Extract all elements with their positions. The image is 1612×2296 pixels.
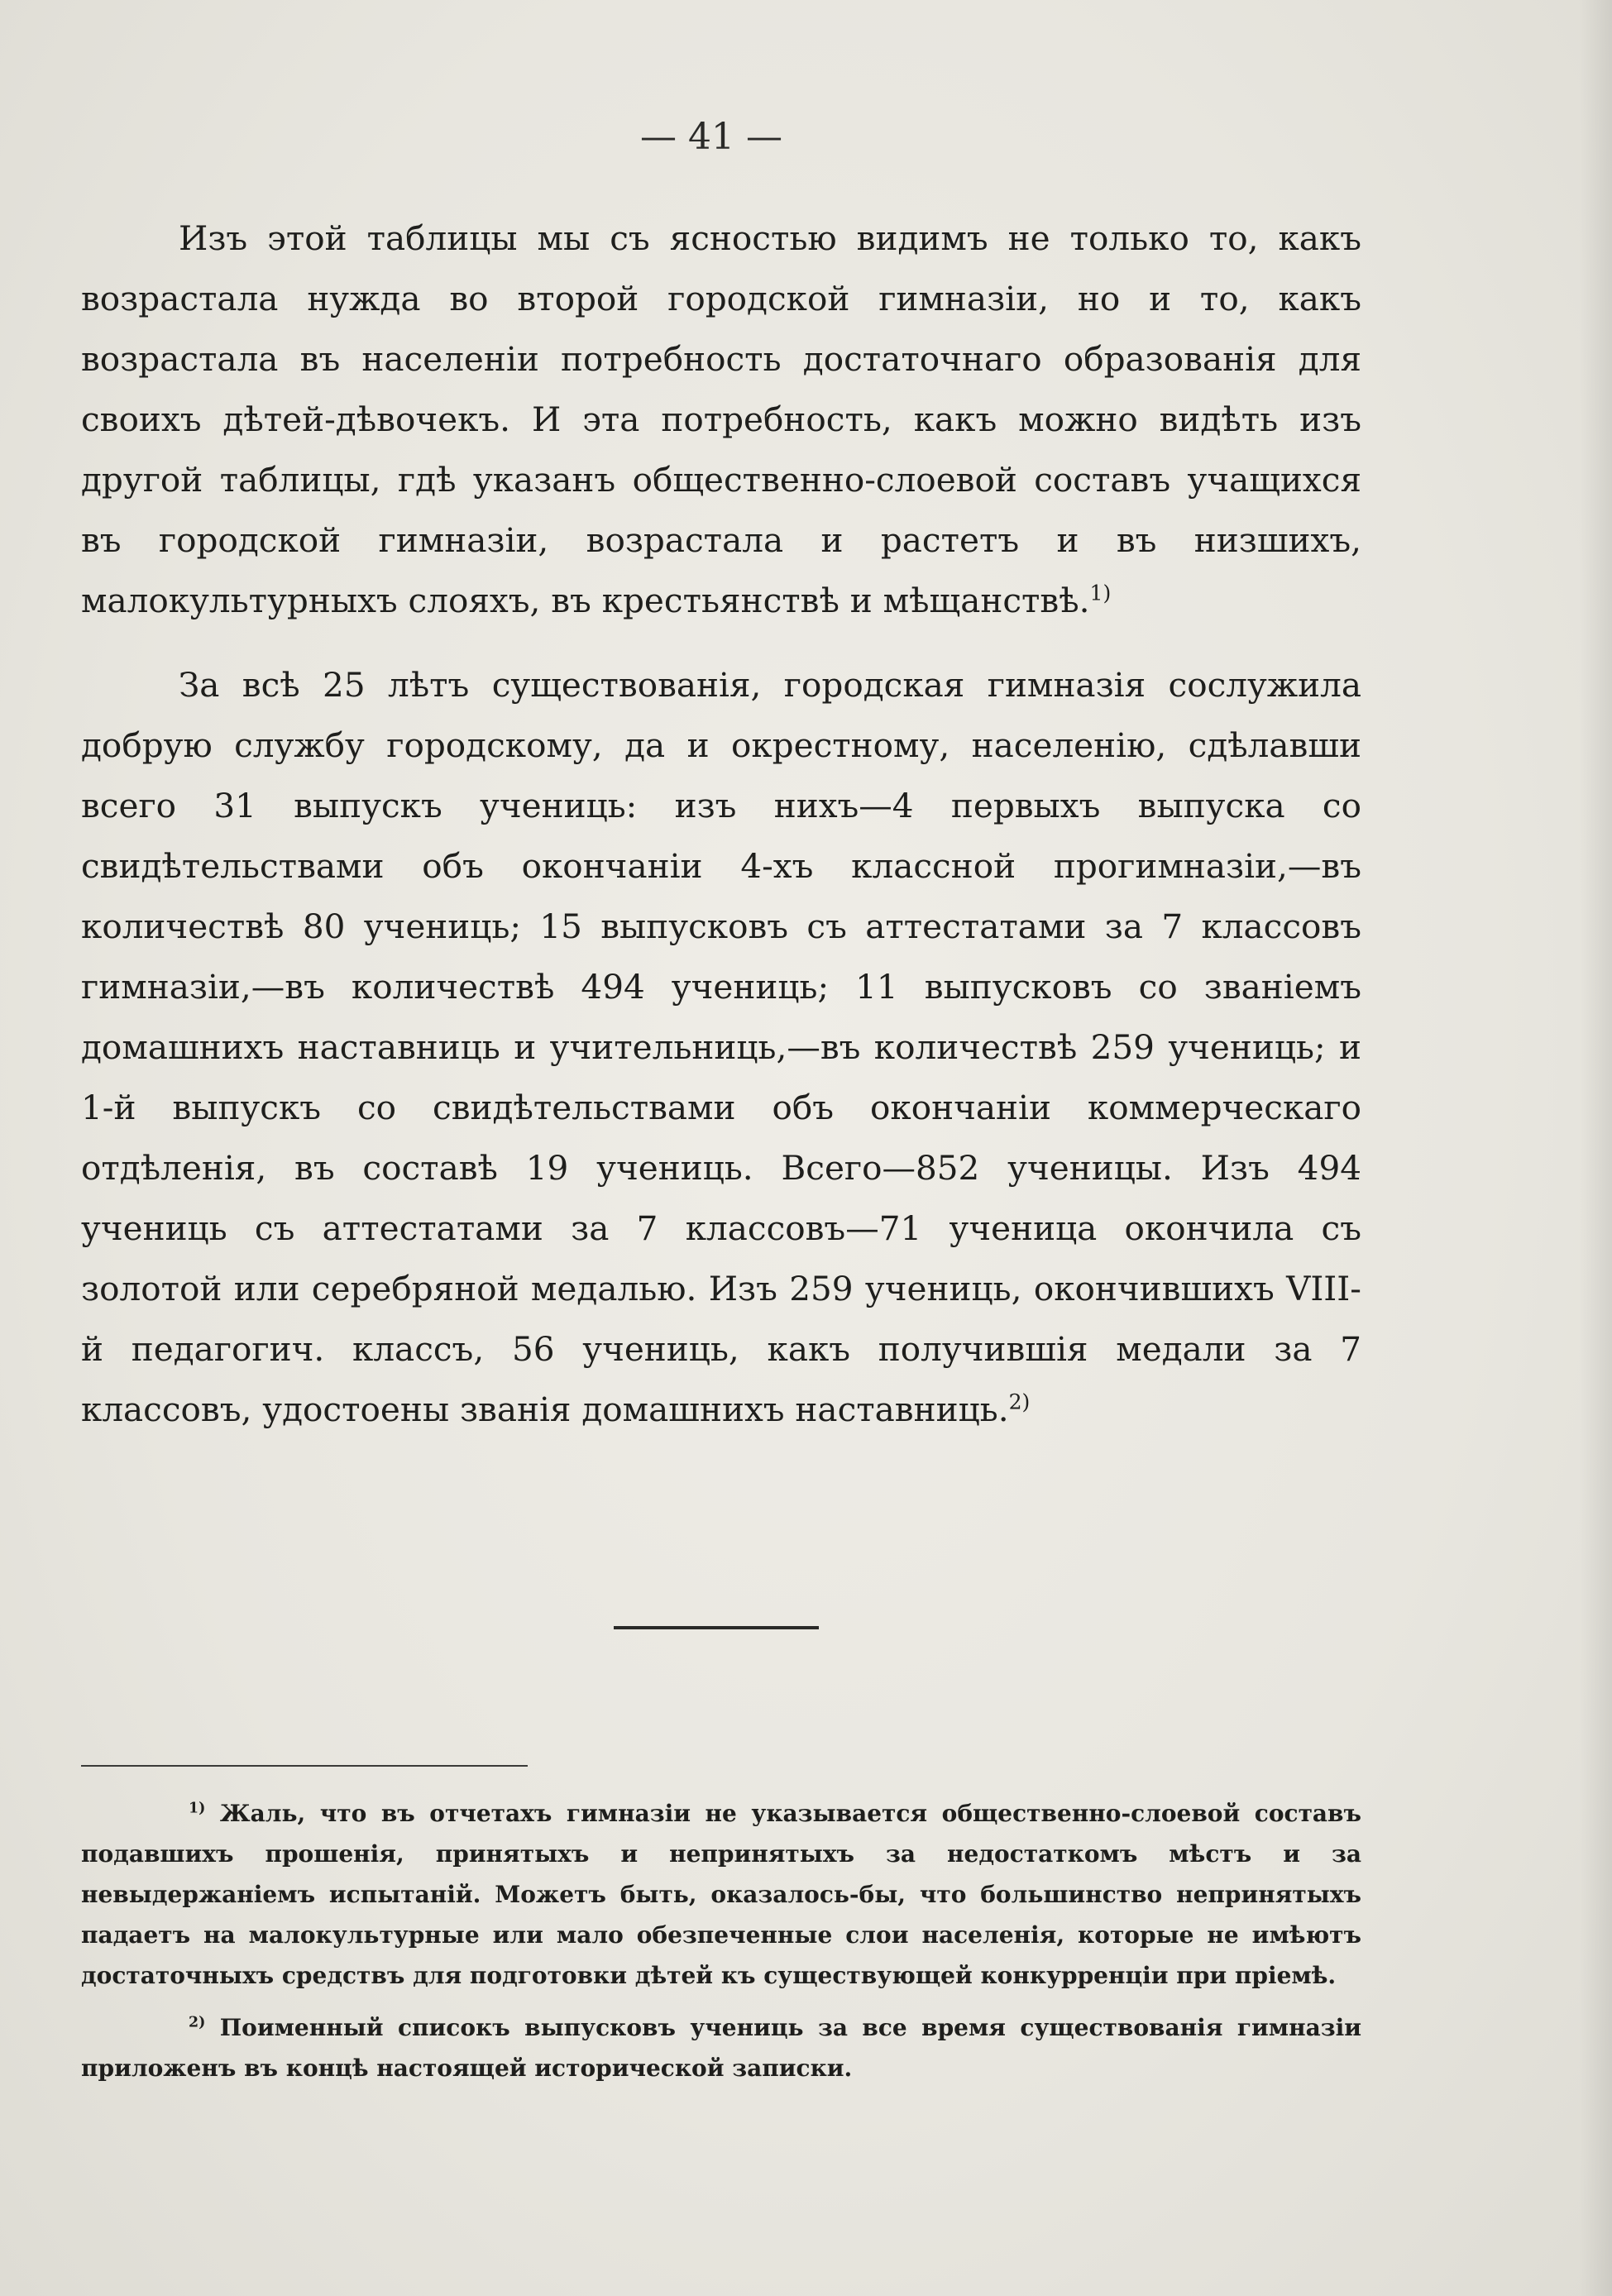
page-number: — 41 —: [640, 116, 782, 158]
footnote-1-text: Жаль, что въ отчетахъ гимназіи не указывается общественно-слоевой составъ подавшихъ прошенія, принятыхъ и непринятыхъ за недостаткомъ мѣстъ и за невыдержаніемъ испытаній. Можетъ быть, оказалось-бы, что большинство непринятыхъ падаетъ на малокультурные или мало обезпеченные слои населенія, которые не имѣютъ достаточныхъ средствъ для подготовки дѣтей къ существующей конкурренціи при пріемѣ.: [81, 1800, 1361, 1989]
paragraph-1: [81, 208, 1361, 631]
footnote-1: [81, 1793, 1361, 1996]
footnote-ref-2: 2): [1008, 1390, 1031, 1414]
footnote-separator-rule: [81, 1765, 528, 1767]
section-divider-rule: [614, 1626, 819, 1629]
main-text: [81, 208, 1361, 1440]
paragraph-2-text: За всѣ 25 лѣтъ существованія, городская гимназія сослужила добрую службу городскому, да и окрестному, населенію, сдѣлавши всего 31 выпускъ учениць: изъ нихъ—4 первыхъ выпуска со свидѣтельствами объ окончаніи 4-хъ классной прогимназіи,—въ количествѣ 80 учениць; 15 выпусковъ съ аттестатами за 7 классовъ гимназіи,—въ количествѣ 494 учениць; 11 выпусковъ со званіемъ домашнихъ наставниць и учительниць,—въ количествѣ 259 учениць; и 1-й выпускъ со свидѣтельствами объ окончаніи коммерческаго отдѣленія, въ составѣ 19 учениць. Всего—852 ученицы. Изъ 494 учениць съ аттестатами за 7 классовъ—71 ученица окончила съ золотой или серебряной медалью. Изъ 259 учениць, окончившихъ VIII-й педагогич. классъ, 56 учениць, какъ получившія медали за 7 классовъ, удостоены званія домашнихъ наставниць.: [81, 665, 1361, 1429]
footnotes: [81, 1793, 1361, 2088]
footnote-ref-1: 1): [1089, 581, 1112, 605]
footnote-2-marker: 2): [189, 2014, 206, 2031]
page-edge-shadow: [1579, 0, 1612, 2296]
paragraph-1-text: Изъ этой таблицы мы съ ясностью видимъ не только то, какъ возрастала нужда во второй городской гимназіи, но и то, какъ возрастала въ населеніи потребность достаточнаго образованія для своихъ дѣтей-дѣвочекъ. И эта потребность, какъ можно видѣть изъ другой таблицы, гдѣ указанъ общественно-слоевой составъ учащихся въ городской гимназіи, возрастала и растетъ и въ низшихъ, малокультурныхъ слояхъ, въ крестьянствѣ и мѣщанствѣ.: [81, 218, 1361, 620]
paragraph-2: [81, 655, 1361, 1440]
footnote-1-marker: 1): [189, 1800, 206, 1817]
footnote-2-text: Поименный списокъ выпусковъ учениць за все время существованія гимназіи приложенъ въ концѣ настоящей исторической записки.: [81, 2014, 1361, 2082]
footnote-2: [81, 2007, 1361, 2088]
